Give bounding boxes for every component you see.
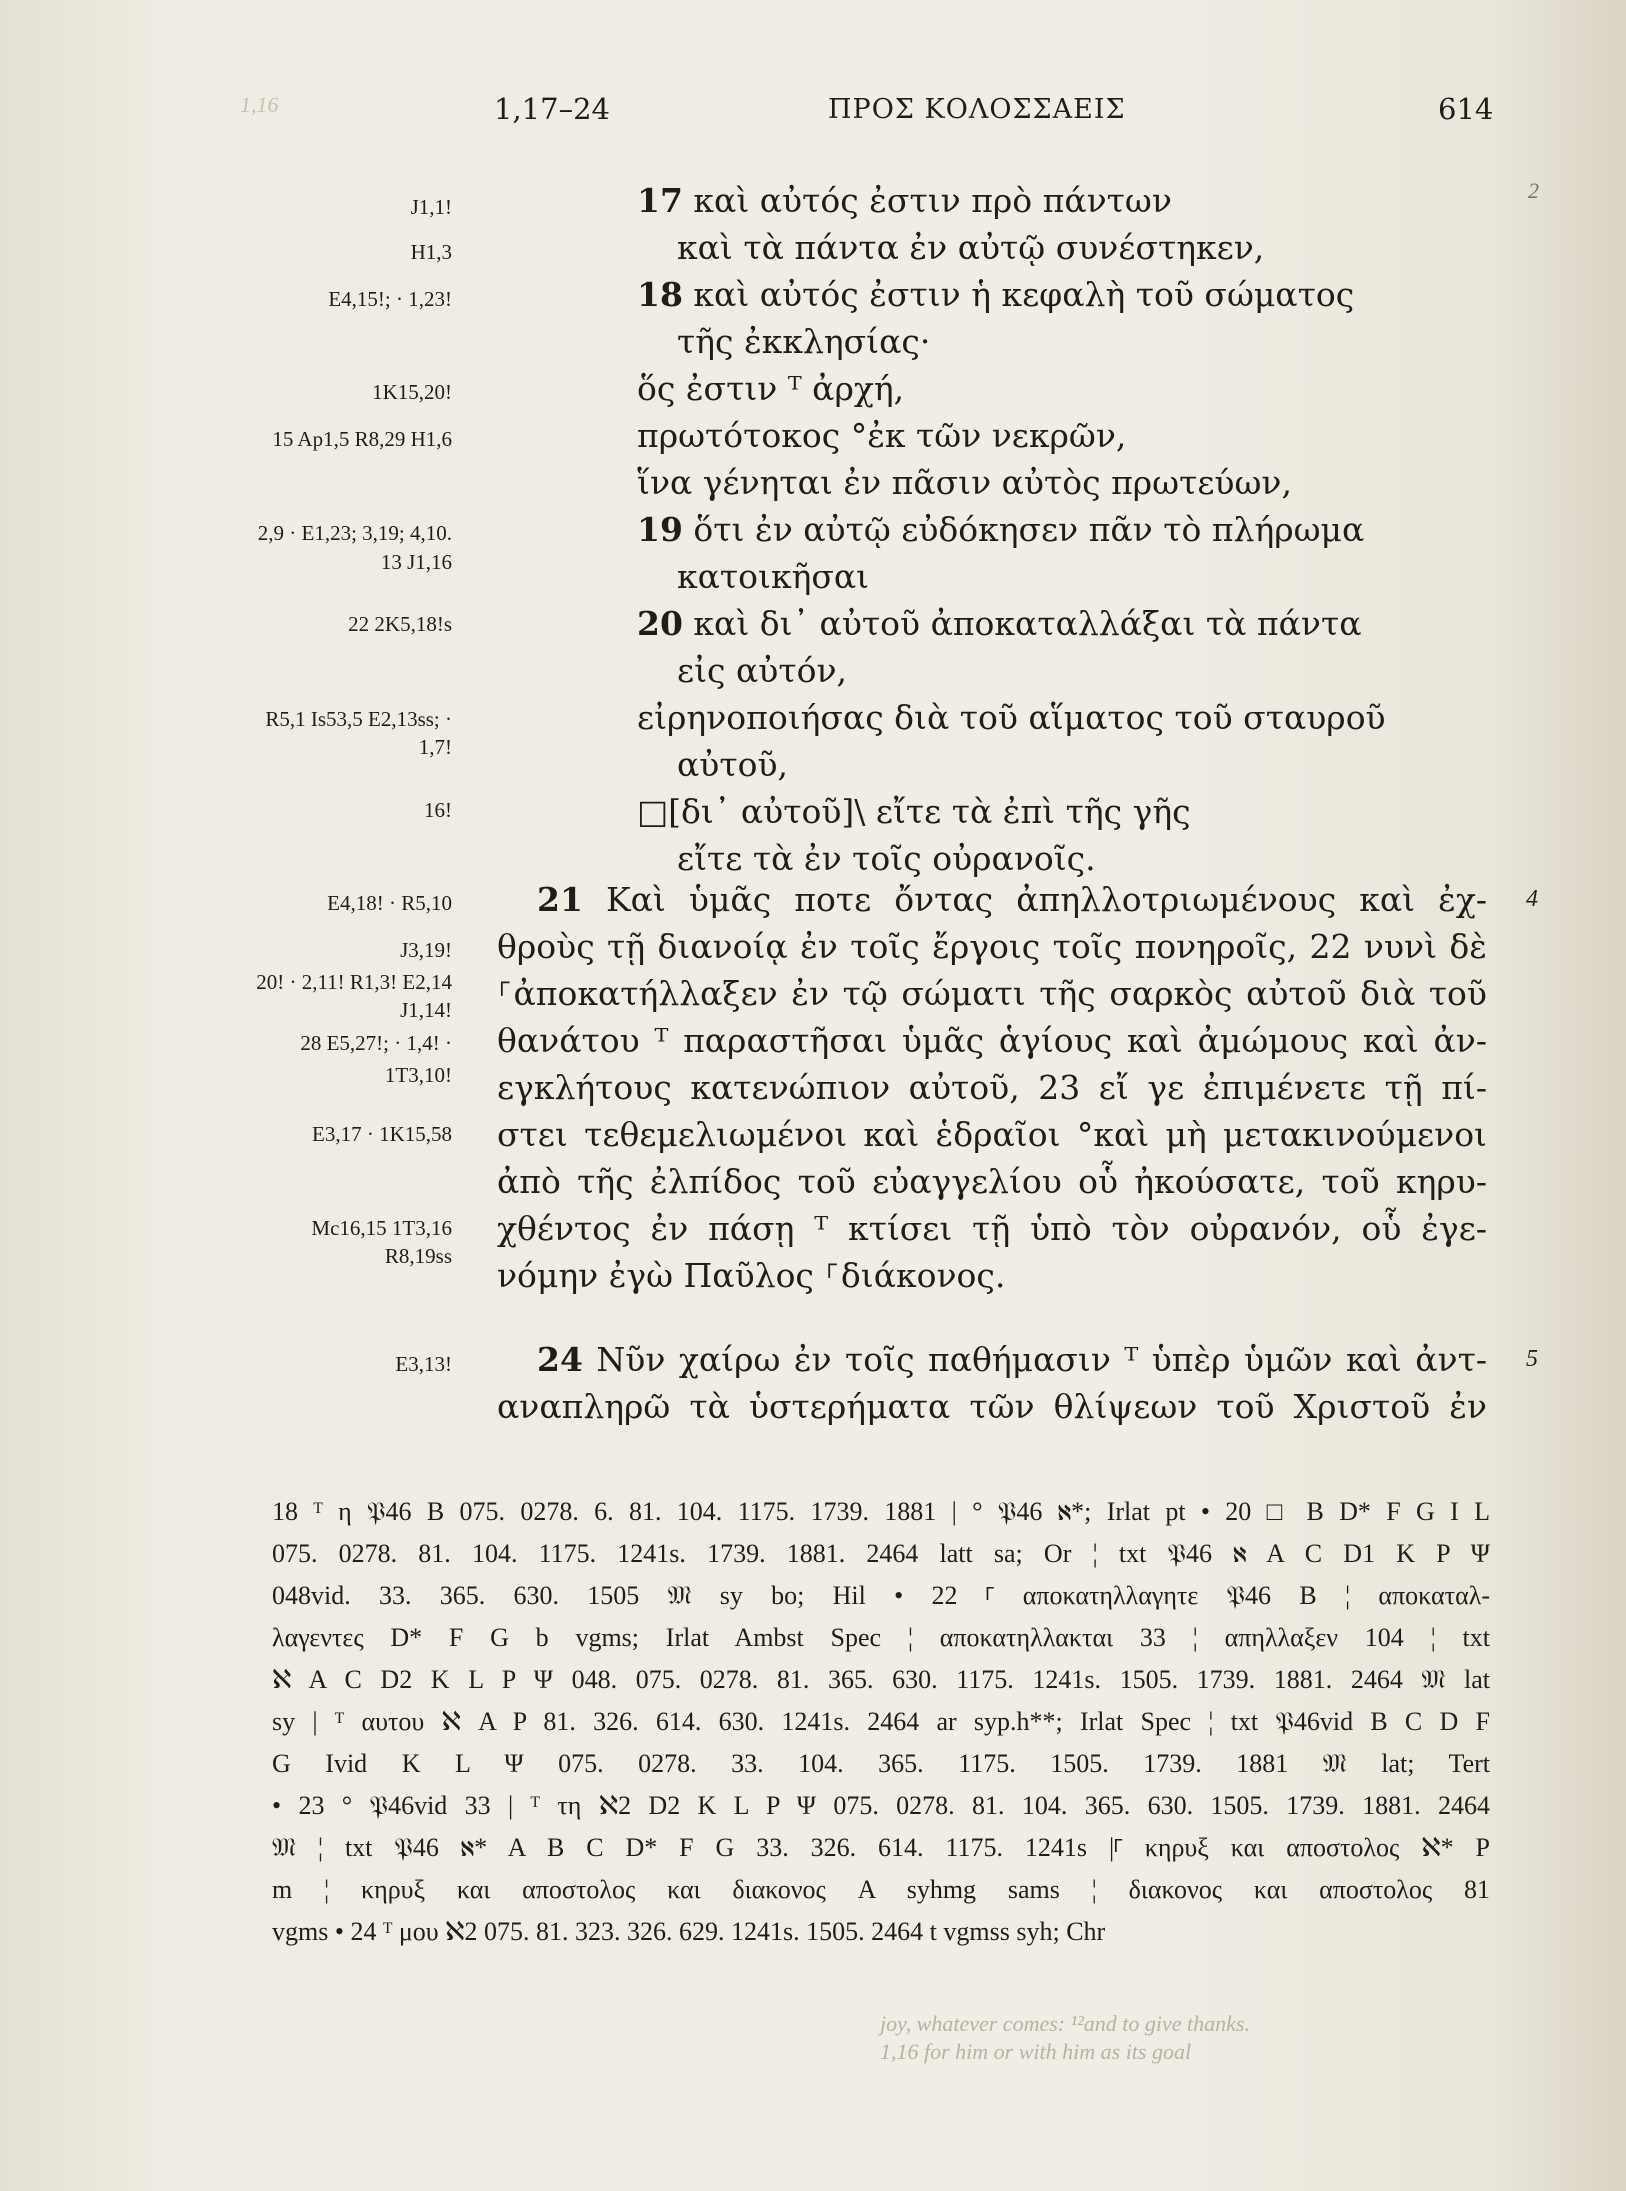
prose-line: ⸀ἀποκατήλλαξεν ἐν τῷ σώματι τῆς σαρκὸς αὐτοῦ διὰ τοῦ bbox=[497, 974, 1487, 1013]
margin-ref: H1,3 bbox=[410, 240, 452, 264]
apparatus-line: 075. 0278. 81. 104. 1175. 1241s. 1739. 1881. 2464 latt sa; Or ¦ txt 𝔓46 ℵ A C D1 K P Ψ bbox=[272, 1539, 1490, 1568]
verse-line bbox=[637, 369, 904, 409]
margin-ref: 16! bbox=[424, 798, 452, 822]
verse-text: κατοικῆσαι bbox=[677, 557, 870, 596]
verse-text: καὶ δι᾽ αὐτοῦ ἀποκαταλλάξαι τὰ πάντα bbox=[682, 604, 1362, 643]
margin-ref: E3,13! bbox=[395, 1352, 452, 1376]
apparatus-line: m ¦ κηρυξ και αποστολος και διακονος A syhmg sams ¦ διακονος και αποστολος 81 bbox=[272, 1875, 1490, 1904]
verse-line bbox=[677, 228, 1264, 268]
verse-text: πρωτότοκος °ἐκ τῶν νεκρῶν, bbox=[637, 416, 1127, 455]
margin-ref: 2,9 · E1,23; 3,19; 4,10. bbox=[257, 521, 452, 545]
margin-ref: E4,18! · R5,10 bbox=[327, 891, 452, 915]
verse-line bbox=[637, 510, 1364, 550]
verse-text: καὶ αὐτός ἐστιν ἡ κεφαλὴ τοῦ σώματος bbox=[682, 275, 1355, 314]
prose-line: αναπληρῶ τὰ ὑστερήματα τῶν θλίψεων τοῦ Χριστοῦ ἐν bbox=[497, 1387, 1487, 1426]
apparatus-line: • 23 ° 𝔓46vid 33 | ᵀ τη ℵ2 D2 K L P Ψ 075. 0278. 81. 104. 365. 630. 1505. 1739. 1881. 2464 bbox=[272, 1791, 1490, 1820]
verse-line bbox=[637, 792, 1191, 832]
verse-line bbox=[637, 604, 1361, 644]
section-number: 4 bbox=[1526, 886, 1538, 912]
verse-number: 18 bbox=[637, 275, 683, 314]
margin-ref: 22 2K5,18!s bbox=[348, 612, 452, 636]
page-number: 614 bbox=[1438, 92, 1494, 126]
margin-ref: E3,17 · 1K15,58 bbox=[312, 1122, 452, 1146]
prose-line: χθέντος ἐν πάσῃ ᵀ κτίσει τῇ ὑπὸ τὸν οὐρανόν, οὗ ἐγε- bbox=[497, 1209, 1487, 1248]
margin-ref: R8,19ss bbox=[384, 1244, 452, 1268]
margin-ref: 1K15,20! bbox=[372, 380, 452, 404]
verse-text: ὅς ἐστιν ᵀ ἀρχή, bbox=[637, 369, 905, 408]
verse-text: αὐτοῦ, bbox=[677, 745, 789, 784]
apparatus-line: 048vid. 33. 365. 630. 1505 𝔐 sy bo; Hil • 22 ⸀ αποκατηλλαγητε 𝔓46 B ¦ αποκαταλ- bbox=[272, 1581, 1490, 1610]
verse-number: 20 bbox=[637, 604, 683, 643]
margin-ref: J1,14! bbox=[400, 998, 452, 1022]
margin-ref: 1T3,10! bbox=[384, 1063, 452, 1087]
verse-text: καὶ αὐτός ἐστιν πρὸ πάντων bbox=[682, 181, 1172, 220]
apparatus-line: G Ivid K L Ψ 075. 0278. 33. 104. 365. 1175. 1505. 1739. 1881 𝔐 lat; Tert bbox=[272, 1749, 1490, 1778]
chapter-verse-reference: 1,17–24 bbox=[494, 92, 610, 126]
prose-line: νόμην ἐγὼ Παῦλος ⸀διάκονος. bbox=[497, 1256, 1006, 1295]
margin-ref: J3,19! bbox=[400, 938, 452, 962]
margin-ref: R5,1 Is53,5 E2,13ss; · bbox=[265, 707, 452, 731]
bleed-through-footnote bbox=[880, 2010, 1250, 2066]
verse-text: καὶ τὰ πάντα ἐν αὐτῷ συνέστηκεν, bbox=[677, 228, 1265, 267]
margin-ref: 1,7! bbox=[418, 735, 452, 759]
bleed-through-mark: 2 bbox=[1528, 178, 1539, 203]
verse-line bbox=[677, 557, 869, 597]
apparatus-line: sy | ᵀ αυτου ℵ A P 81. 326. 614. 630. 1241s. 2464 ar syp.h**; Irlat Spec ¦ txt 𝔓46vid B C D F bbox=[272, 1707, 1490, 1736]
verse-number: 24 bbox=[537, 1340, 583, 1379]
verse-number: 21 bbox=[537, 880, 583, 919]
bleed-through-mark: 1,16 bbox=[240, 92, 279, 117]
verse-line bbox=[677, 745, 788, 785]
verse-line bbox=[637, 275, 1354, 315]
prose-line bbox=[497, 1340, 1487, 1380]
apparatus-line: 𝔐 ¦ txt 𝔓46 ℵ* A B C D* F G 33. 326. 614. 1175. 1241s |⸀ κηρυξ και αποστολος ℵ* P bbox=[272, 1833, 1490, 1862]
prose-line bbox=[497, 880, 1487, 920]
verse-line bbox=[637, 463, 1292, 503]
prose-line: στει τεθεμελιωμένοι καὶ ἑδραῖοι °καὶ μὴ μετακινούμενοι bbox=[497, 1115, 1487, 1154]
verse-text: ὅτι ἐν αὐτῷ εὐδόκησεν πᾶν τὸ πλήρωμα bbox=[682, 510, 1365, 549]
verse-line bbox=[637, 416, 1126, 456]
verse-text: τῆς ἐκκλησίας· bbox=[677, 322, 931, 361]
apparatus-line: vgms • 24 ᵀ μου ℵ2 075. 81. 323. 326. 629. 1241s. 1505. 2464 t vgmss syh; Chr bbox=[272, 1917, 1106, 1946]
margin-ref: 28 E5,27!; · 1,4! · bbox=[300, 1031, 452, 1055]
verse-line bbox=[637, 698, 1386, 738]
verse-text: εἰρηνοποιήσας διὰ τοῦ αἵματος τοῦ σταυροῦ bbox=[637, 698, 1386, 737]
book-title: ΠΡΟΣ ΚΟΛΟΣΣΑΕΙΣ bbox=[828, 94, 1126, 125]
prose-line: εγκλήτους κατενώπιον αὐτοῦ, 23 εἴ γε ἐπιμένετε τῇ πί- bbox=[497, 1068, 1487, 1107]
verse-number: 17 bbox=[637, 181, 683, 220]
bleed-through-line: 1,16 for him or with him as its goal bbox=[880, 2039, 1192, 2064]
prose-line: ἀπὸ τῆς ἐλπίδος τοῦ εὐαγγελίου οὗ ἠκούσατε, τοῦ κηρυ- bbox=[497, 1162, 1487, 1201]
verse-line bbox=[677, 651, 847, 691]
margin-ref: 13 J1,16 bbox=[380, 550, 452, 574]
section-number: 5 bbox=[1526, 1346, 1538, 1372]
verse-text: εἰς αὐτόν, bbox=[677, 651, 848, 690]
margin-ref: J1,1! bbox=[410, 195, 452, 219]
apparatus-line: 18 ᵀ η 𝔓46 B 075. 0278. 6. 81. 104. 1175. 1739. 1881 | ° 𝔓46 ℵ*; Irlat pt • 20 □ B D* F G I L bbox=[272, 1497, 1490, 1526]
verse-line bbox=[637, 181, 1172, 221]
verse-text: □[δι᾽ αὐτοῦ]\ εἴτε τὰ ἐπὶ τῆς γῆς bbox=[637, 792, 1191, 831]
verse-text: ἵνα γένηται ἐν πᾶσιν αὐτὸς πρωτεύων, bbox=[637, 463, 1292, 502]
bleed-through-line: joy, whatever comes: ¹²and to give thanks. bbox=[880, 2011, 1250, 2036]
margin-ref: E4,15!; · 1,23! bbox=[328, 287, 452, 311]
verse-text: Νῦν χαίρω ἐν τοῖς παθήμασιν ᵀ ὑπὲρ ὑμῶν καὶ ἀντ- bbox=[582, 1340, 1487, 1379]
prose-line: θροὺς τῇ διανοίᾳ ἐν τοῖς ἔργοις τοῖς πονηροῖς, 22 νυνὶ δὲ bbox=[497, 927, 1487, 966]
verse-line bbox=[677, 839, 1096, 879]
verse-text: Καὶ ὑμᾶς ποτε ὄντας ἀπηλλοτριωμένους καὶ ἐχ- bbox=[582, 880, 1487, 919]
margin-ref: Mc16,15 1T3,16 bbox=[311, 1216, 452, 1240]
apparatus-line: λαγεντες D* F G b vgms; Irlat Ambst Spec ¦ αποκατηλλακται 33 ¦ απηλλαξεν 104 ¦ txt bbox=[272, 1623, 1490, 1652]
apparatus-line: ℵ A C D2 K L P Ψ 048. 075. 0278. 81. 365. 630. 1175. 1241s. 1505. 1739. 1881. 2464 𝔐 lat bbox=[272, 1665, 1490, 1694]
verse-text: εἴτε τὰ ἐν τοῖς οὐρανοῖς. bbox=[677, 839, 1096, 878]
margin-ref: 15 Ap1,5 R8,29 H1,6 bbox=[272, 427, 452, 451]
verse-number: 19 bbox=[637, 510, 683, 549]
verse-line bbox=[677, 322, 930, 362]
prose-line: θανάτου ᵀ παραστῆσαι ὑμᾶς ἁγίους καὶ ἀμώμους καὶ ἀν- bbox=[497, 1021, 1487, 1060]
margin-ref: 20! · 2,11! R1,3! E2,14 bbox=[256, 970, 452, 994]
